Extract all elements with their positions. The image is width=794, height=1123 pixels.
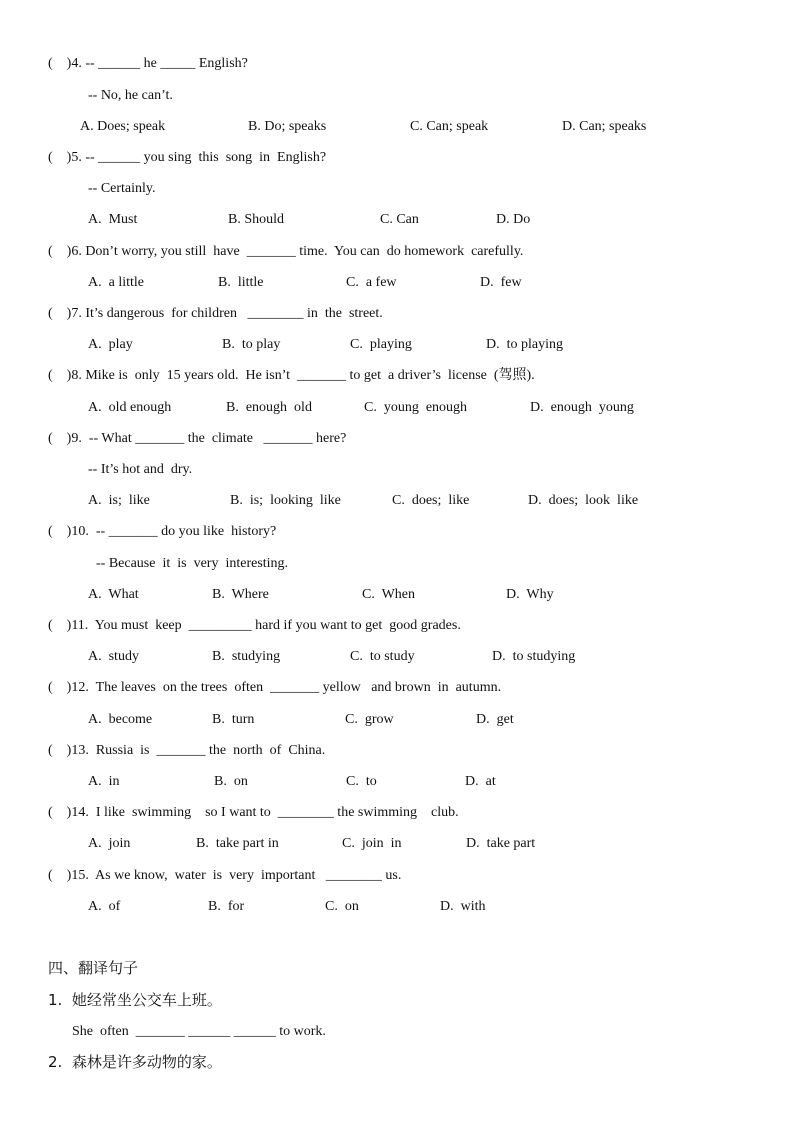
- question-9-option-b: B. is; looking like: [230, 493, 341, 508]
- question-10-option-c: C. When: [362, 587, 416, 602]
- question-12-option-b: B. turn: [212, 712, 255, 727]
- question-9-stem: ( )9. -- What _______ the climate _______ here?: [48, 431, 347, 446]
- question-10-answer-line: -- Because it is very interesting.: [96, 556, 289, 571]
- question-10-option-b: B. Where: [212, 587, 269, 602]
- question-5-option-a: A. Must: [88, 212, 138, 227]
- question-15-option-a: A. of: [88, 899, 121, 914]
- question-14-option-d: D. take part: [466, 836, 536, 851]
- question-12-stem: ( )12. The leaves on the trees often _______ yellow and brown in autumn.: [48, 680, 502, 695]
- question-6-option-b: B. little: [218, 275, 264, 290]
- question-11-stem: ( )11. You must keep _________ hard if you want to get good grades.: [48, 618, 461, 633]
- question-10-stem: ( )10. -- _______ do you like history?: [48, 524, 277, 539]
- question-8-option-a: A. old enough: [88, 400, 172, 415]
- question-4-answer-line: -- No, he can’t.: [88, 88, 173, 103]
- question-7-option-d: D. to playing: [486, 337, 563, 352]
- question-4-option-d: D. Can; speaks: [562, 119, 647, 134]
- question-4-stem: ( )4. -- ______ he _____ English?: [48, 56, 248, 71]
- question-15-stem: ( )15. As we know, water is very important ________ us.: [48, 868, 402, 883]
- question-6-option-a: A. a little: [88, 275, 144, 290]
- question-15-option-c: C. on: [325, 899, 359, 914]
- question-12-option-d: D. get: [476, 712, 514, 727]
- question-5-option-d: D. Do: [496, 212, 531, 227]
- question-14-stem: ( )14. I like swimming so I want to ________ the swimming club.: [48, 805, 459, 820]
- question-12-option-c: C. grow: [345, 712, 394, 727]
- question-7-option-a: A. play: [88, 337, 133, 352]
- question-8-option-b: B. enough old: [226, 400, 312, 415]
- question-13-option-b: B. on: [214, 774, 248, 789]
- question-15-option-b: B. for: [208, 899, 245, 914]
- question-5-option-c: C. Can: [380, 212, 419, 227]
- question-12-option-a: A. become: [88, 712, 153, 727]
- question-4-option-b: B. Do; speaks: [248, 119, 327, 134]
- question-14-option-c: C. join in: [342, 836, 402, 851]
- question-13-option-c: C. to: [346, 774, 377, 789]
- question-11-option-b: B. studying: [212, 649, 281, 664]
- question-9-option-d: D. does; look like: [528, 493, 639, 508]
- translation-1-chinese: 1. 她经常坐公交车上班。: [48, 991, 222, 1009]
- question-7-option-b: B. to play: [222, 337, 281, 352]
- question-4-option-c: C. Can; speak: [410, 119, 489, 134]
- section-4-heading: 四、翻译句子: [48, 959, 139, 977]
- question-6-option-d: D. few: [480, 275, 522, 290]
- question-9-answer-line: -- It’s hot and dry.: [88, 462, 193, 477]
- question-15-option-d: D. with: [440, 899, 486, 914]
- question-8-option-d: D. enough young: [530, 400, 634, 415]
- question-8-option-c: C. young enough: [364, 400, 468, 415]
- question-5-answer-line: -- Certainly.: [88, 181, 156, 196]
- question-7-stem: ( )7. It’s dangerous for children ________ in the street.: [48, 306, 383, 321]
- question-7-option-c: C. playing: [350, 337, 412, 352]
- question-9-option-a: A. is; like: [88, 493, 150, 508]
- question-9-option-c: C. does; like: [392, 493, 470, 508]
- question-5-option-b: B. Should: [228, 212, 285, 227]
- question-10-option-d: D. Why: [506, 587, 554, 602]
- question-13-option-d: D. at: [465, 774, 496, 789]
- translation-1-english: She often _______ ______ ______ to work.: [72, 1024, 326, 1039]
- question-8-stem: ( )8. Mike is only 15 years old. He isn’t _______ to get a driver’s license (驾照).: [48, 368, 535, 383]
- question-5-stem: ( )5. -- ______ you sing this song in English?: [48, 150, 327, 165]
- question-6-stem: ( )6. Don’t worry, you still have _______ time. You can do homework carefully.: [48, 244, 524, 259]
- question-11-option-d: D. to studying: [492, 649, 576, 664]
- question-13-stem: ( )13. Russia is _______ the north of China.: [48, 743, 326, 758]
- question-14-option-a: A. join: [88, 836, 131, 851]
- question-11-option-a: A. study: [88, 649, 139, 664]
- question-11-option-c: C. to study: [350, 649, 415, 664]
- question-14-option-b: B. take part in: [196, 836, 279, 851]
- question-6-option-c: C. a few: [346, 275, 397, 290]
- question-13-option-a: A. in: [88, 774, 120, 789]
- question-4-option-a: A. Does; speak: [80, 119, 166, 134]
- question-10-option-a: A. What: [88, 587, 139, 602]
- translation-2-chinese: 2. 森林是许多动物的家。: [48, 1053, 222, 1071]
